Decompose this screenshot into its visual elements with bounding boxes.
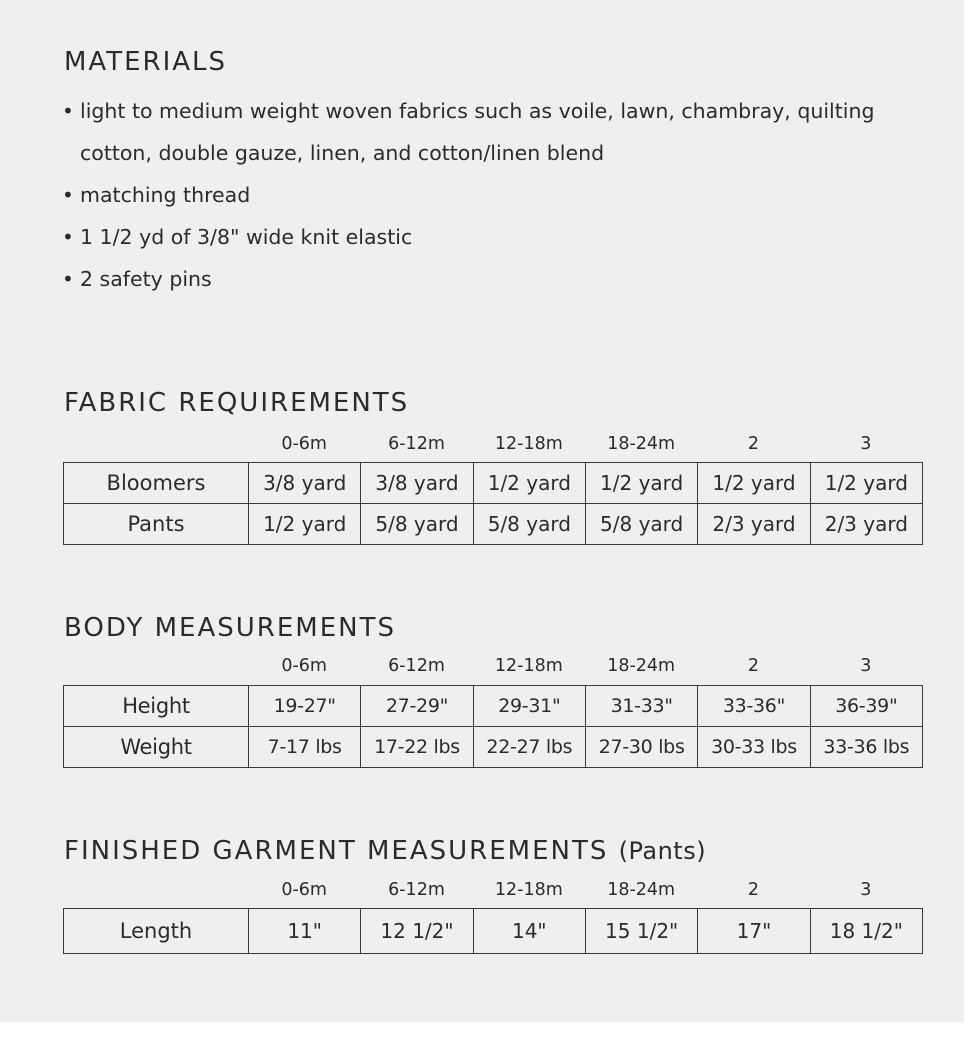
bullet-icon: •: [62, 267, 74, 291]
size-label: 3: [860, 434, 872, 454]
row-label: Height: [64, 686, 249, 727]
table-cell: 1/2 yard: [810, 463, 922, 504]
materials-list: [62, 90, 922, 300]
table-cell: 1/2 yard: [585, 463, 697, 504]
size-label: 18-24m: [607, 434, 676, 454]
size-label: 2: [747, 880, 760, 900]
size-label: 6-12m: [388, 880, 445, 900]
materials-item-text: 1 1/2 yd of 3/8" wide knit elastic: [80, 225, 413, 249]
size-label: 0-6m: [281, 434, 327, 454]
table-cell: 5/8 yard: [473, 504, 585, 545]
materials-item: [62, 258, 922, 300]
table-cell: 29-31": [473, 686, 585, 727]
row-label: Pants: [64, 504, 249, 545]
table-cell: 1/2 yard: [698, 463, 810, 504]
bullet-icon: •: [62, 183, 74, 207]
table-cell: 19-27": [249, 686, 361, 727]
size-label: 2: [747, 656, 760, 676]
table-cell: 3/8 yard: [361, 463, 473, 504]
materials-item: [62, 90, 922, 174]
table-cell: 36-39": [810, 686, 922, 727]
garment-size-header: [248, 880, 922, 900]
fabric-requirements-heading: FABRIC REQUIREMENTS: [64, 388, 410, 418]
finished-garment-heading: [64, 836, 706, 866]
materials-heading: MATERIALS: [64, 47, 228, 77]
bullet-icon: •: [62, 99, 74, 123]
size-label: 3: [860, 880, 872, 900]
size-label: 12-18m: [494, 656, 563, 676]
size-label: 18-24m: [607, 880, 676, 900]
size-label: 18-24m: [607, 656, 676, 676]
table-cell: 2/3 yard: [810, 504, 922, 545]
materials-item: [62, 174, 922, 216]
table-cell: 27-30 lbs: [585, 727, 697, 768]
finished-garment-title-suffix: (Pants): [618, 837, 707, 865]
table-cell: 17-22 lbs: [361, 727, 473, 768]
materials-item-text: light to medium weight woven fabrics such as voile, lawn, chambray, quilting cotton, double gauze, linen, and cotton/linen blend: [80, 99, 875, 165]
materials-item-text: matching thread: [80, 183, 251, 207]
table-cell: 14": [473, 909, 585, 954]
size-label: 3: [860, 656, 872, 676]
table-row: [64, 686, 923, 727]
body-measurements-heading: BODY MEASUREMENTS: [64, 613, 396, 643]
size-label: 0-6m: [281, 656, 327, 676]
materials-item: [62, 216, 922, 258]
table-cell: 33-36": [698, 686, 810, 727]
table-cell: 27-29": [361, 686, 473, 727]
table-cell: 11": [249, 909, 361, 954]
table-cell: 31-33": [585, 686, 697, 727]
fabric-requirements-table: [63, 462, 923, 545]
finished-garment-table: [63, 908, 923, 954]
table-cell: 7-17 lbs: [249, 727, 361, 768]
table-cell: 2/3 yard: [698, 504, 810, 545]
materials-item-text: 2 safety pins: [80, 267, 212, 291]
size-label: 12-18m: [494, 434, 563, 454]
table-cell: 5/8 yard: [361, 504, 473, 545]
table-cell: 1/2 yard: [249, 504, 361, 545]
table-row: [64, 727, 923, 768]
size-label: 6-12m: [388, 434, 445, 454]
table-cell: 15 1/2": [585, 909, 697, 954]
fabric-size-header: [248, 434, 922, 454]
table-cell: 18 1/2": [810, 909, 922, 954]
table-cell: 17": [698, 909, 810, 954]
table-cell: 12 1/2": [361, 909, 473, 954]
table-cell: 22-27 lbs: [473, 727, 585, 768]
size-label: 12-18m: [494, 880, 563, 900]
table-cell: 5/8 yard: [585, 504, 697, 545]
row-label: Length: [64, 909, 249, 954]
size-label: 0-6m: [281, 880, 327, 900]
body-size-header: [248, 656, 922, 676]
finished-garment-title: FINISHED GARMENT MEASUREMENTS: [64, 836, 609, 866]
size-label: 6-12m: [388, 656, 445, 676]
body-measurements-table: [63, 685, 923, 768]
table-row: [64, 909, 923, 954]
row-label: Bloomers: [64, 463, 249, 504]
table-cell: 1/2 yard: [473, 463, 585, 504]
bullet-icon: •: [62, 225, 74, 249]
table-cell: 3/8 yard: [249, 463, 361, 504]
table-row: [64, 463, 923, 504]
size-label: 2: [747, 434, 760, 454]
table-cell: 30-33 lbs: [698, 727, 810, 768]
row-label: Weight: [64, 727, 249, 768]
table-cell: 33-36 lbs: [810, 727, 922, 768]
table-row: [64, 504, 923, 545]
